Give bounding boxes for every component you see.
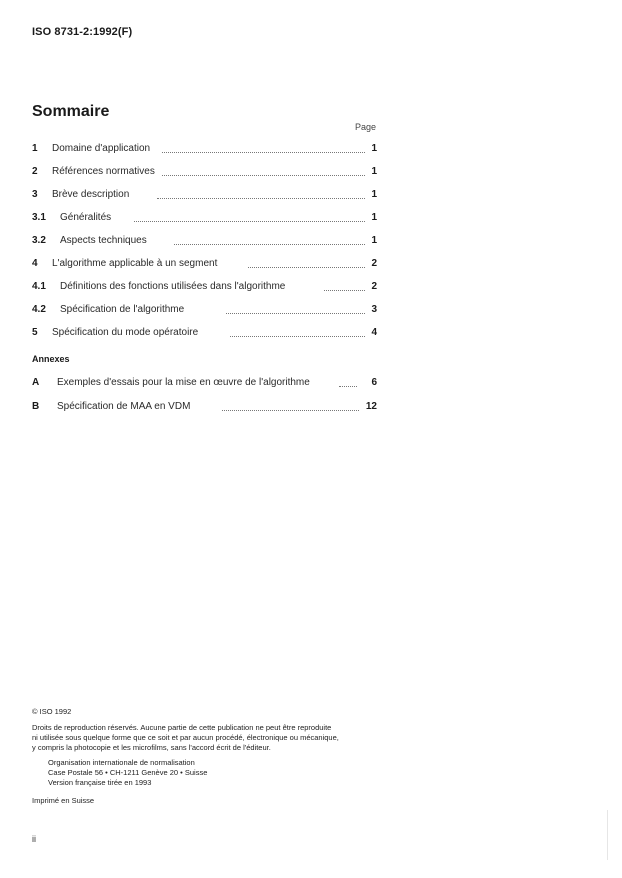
leader-dots [324, 289, 365, 291]
leader-dots [339, 385, 357, 387]
toc-entry-number: 5 [32, 327, 38, 338]
page-column-label: Page [354, 122, 376, 132]
leader-dots [162, 151, 365, 153]
rights-line: Droits de reproduction réservés. Aucune partie de cette publication ne peut être reproduite [32, 723, 332, 732]
annex-letter: B [32, 401, 40, 412]
toc-entry-title: Généralités [60, 211, 133, 225]
leader-dots [157, 197, 365, 199]
toc-entry[interactable] [32, 234, 377, 248]
toc-entry-page: 1 [371, 235, 377, 246]
toc-entry-page: 4 [371, 327, 377, 338]
annex-page: 6 [371, 377, 377, 388]
document-id: ISO 8731-2:1992(F) [32, 26, 133, 38]
toc-entry-number: 3 [32, 189, 38, 200]
page-title: Sommaire [32, 103, 110, 120]
rights-line: y compris la photocopie et les microfilms, sans l'accord écrit de l'éditeur. [32, 743, 271, 752]
toc-entry-title: L'algorithme applicable à un segment [52, 257, 239, 271]
address-line: Version française tirée en 1993 [48, 778, 152, 787]
annex-page: 12 [365, 401, 377, 412]
leader-dots [230, 335, 365, 337]
toc-entry-title: Brève description [52, 188, 151, 202]
toc-entry-page: 3 [371, 304, 377, 315]
leader-dots [226, 312, 365, 314]
toc-entry[interactable] [32, 303, 377, 317]
printed-notice: Imprimé en Suisse [32, 796, 95, 805]
leader-dots [132, 220, 365, 222]
toc-entry[interactable] [32, 165, 377, 179]
toc-entry-number: 1 [32, 143, 38, 154]
annex-title: Exemples d'essais pour la mise en œuvre de l'algorithme [57, 376, 332, 390]
toc-entry[interactable] [32, 211, 377, 225]
toc-entry-page: 1 [371, 166, 377, 177]
toc-entry-page: 2 [371, 281, 377, 292]
rights-notice [32, 723, 382, 753]
annex-title: Spécification de MAA en VDM [57, 400, 212, 414]
annex-letter: A [32, 377, 40, 388]
leader-dots [174, 243, 365, 245]
leader-dots [248, 266, 365, 268]
toc-entry-title: Spécification du mode opératoire [52, 326, 220, 340]
toc-entry-title: Références normatives [52, 165, 159, 179]
toc-entry[interactable] [32, 280, 377, 294]
toc-entry-number: 3.1 [32, 212, 46, 223]
annexes-heading: Annexes [32, 354, 70, 364]
copyright-notice: © ISO 1992 [32, 707, 72, 716]
toc-entry[interactable] [32, 142, 377, 156]
toc-entry[interactable] [32, 326, 377, 340]
scan-edge-mark [607, 810, 608, 860]
leader-dots [222, 409, 359, 411]
page-number: ii [32, 834, 36, 844]
toc-entry-title: Aspects techniques [60, 234, 169, 248]
address-line: Case Postale 56 • CH-1211 Genève 20 • Suisse [48, 768, 208, 777]
toc-entry-page: 2 [371, 258, 377, 269]
rights-line: ni utilisée sous quelque forme que ce soit et par aucun procédé, électronique ou mécanique, [32, 733, 339, 742]
toc-entry-number: 3.2 [32, 235, 46, 246]
toc-entry-number: 4 [32, 258, 38, 269]
annex-entry[interactable] [32, 376, 377, 390]
toc-entry[interactable] [32, 257, 377, 271]
toc-entry-page: 1 [371, 212, 377, 223]
annex-entry[interactable] [32, 400, 377, 414]
address-line: Organisation internationale de normalisation [48, 758, 195, 767]
toc-entry-title: Domaine d'application [52, 142, 154, 156]
toc-entry-number: 4.1 [32, 281, 46, 292]
toc-entry-page: 1 [371, 143, 377, 154]
leader-dots [162, 174, 365, 176]
toc-entry-number: 4.2 [32, 304, 46, 315]
toc-entry-title: Spécification de l'algorithme [60, 303, 206, 317]
publisher-address [48, 758, 207, 788]
toc-entry-page: 1 [371, 189, 377, 200]
toc-entry-number: 2 [32, 166, 38, 177]
toc-entry-title: Définitions des fonctions utilisées dans l'algorithme [60, 280, 307, 294]
toc-entry[interactable] [32, 188, 377, 202]
